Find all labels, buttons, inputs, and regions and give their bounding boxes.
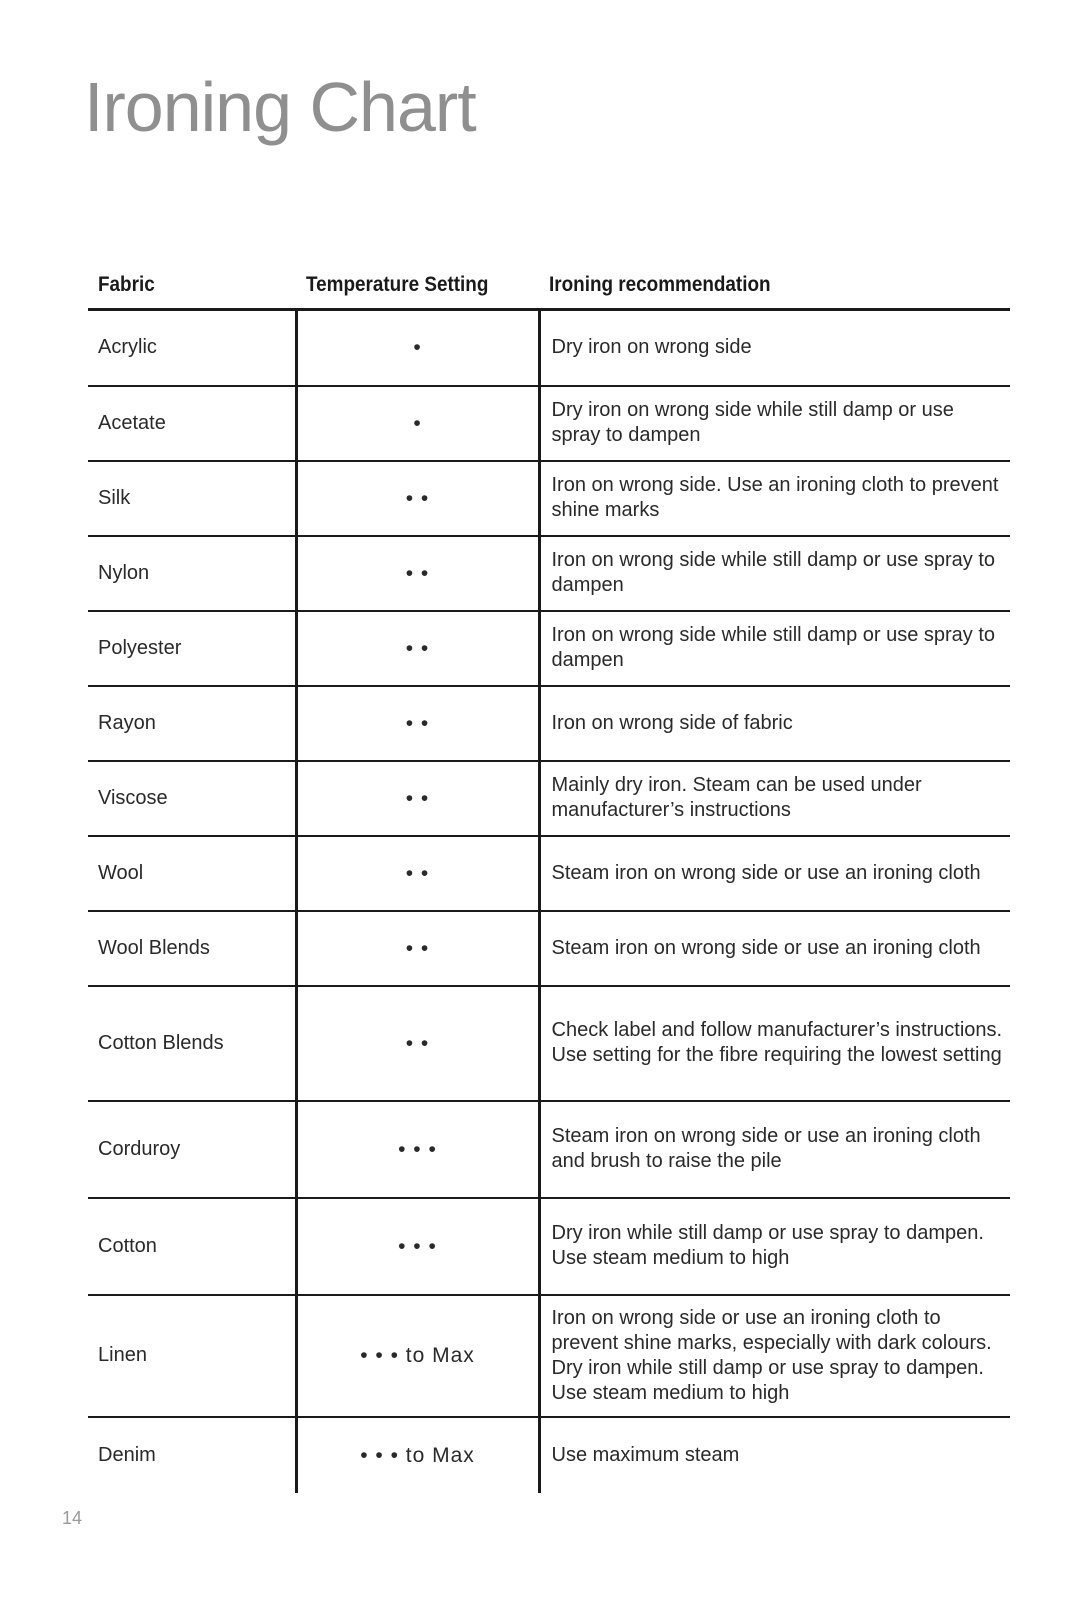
recommendation-cell: Check label and follow manufacturer’s instructions. Use setting for the fibre requiring the lowest setting (539, 986, 1010, 1101)
fabric-cell: Viscose (88, 761, 296, 836)
recommendation-cell: Dry iron while still damp or use spray to dampen. Use steam medium to high (539, 1198, 1010, 1295)
fabric-cell: Corduroy (88, 1101, 296, 1198)
temperature-cell: • (296, 386, 539, 461)
temperature-cell: • • (296, 461, 539, 536)
recommendation-cell: Iron on wrong side while still damp or use spray to dampen (539, 536, 1010, 611)
recommendation-cell: Iron on wrong side while still damp or use spray to dampen (539, 611, 1010, 686)
fabric-cell: Wool Blends (88, 911, 296, 986)
temperature-cell: • • (296, 836, 539, 911)
table-row (88, 1417, 1010, 1493)
fabric-cell: Cotton Blends (88, 986, 296, 1101)
temperature-cell: • • (296, 611, 539, 686)
recommendation-cell: Use maximum steam (551, 1443, 740, 1466)
ironing-table (88, 262, 1010, 1493)
recommendation-cell: Iron on wrong side or use an ironing cloth to prevent shine marks, especially with dark colours. Dry iron while still damp or use spray to dampen. Use steam medium to high (539, 1295, 1010, 1417)
temperature-cell: • • • to Max (296, 1417, 539, 1493)
recommendation-cell: Iron on wrong side of fabric (539, 686, 1010, 761)
fabric-cell: Acetate (88, 386, 296, 461)
recommendation-cell: Steam iron on wrong side or use an ironing cloth and brush to raise the pile (539, 1101, 1010, 1198)
table-row (88, 1198, 1010, 1295)
table-row (88, 386, 1010, 461)
fabric-cell: Acrylic (88, 310, 296, 386)
temperature-cell: • • (296, 686, 539, 761)
page-number: 14 (62, 1508, 83, 1528)
header-ironing-recommendation: Ironing recommendation (539, 262, 1010, 310)
fabric-cell: Denim (98, 1443, 156, 1466)
fabric-cell: Cotton (88, 1198, 296, 1295)
table-header-row (88, 262, 1010, 310)
table-row (88, 461, 1010, 536)
recommendation-cell: Steam iron on wrong side or use an ironing cloth (539, 911, 1010, 986)
fabric-cell: Silk (88, 461, 296, 536)
recommendation-cell: Dry iron on wrong side (539, 310, 1010, 386)
header-fabric: Fabric (88, 262, 296, 310)
table-row (88, 1295, 1010, 1417)
recommendation-cell: Steam iron on wrong side or use an ironing cloth (539, 836, 1010, 911)
temperature-cell: • • (296, 911, 539, 986)
temperature-cell: • • (296, 536, 539, 611)
table-row (88, 911, 1010, 986)
table-row (88, 761, 1010, 836)
table-row (88, 836, 1010, 911)
recommendation-cell: Dry iron on wrong side while still damp or use spray to dampen (539, 386, 1010, 461)
fabric-cell: Polyester (88, 611, 296, 686)
recommendation-cell: Iron on wrong side. Use an ironing cloth to prevent shine marks (539, 461, 1010, 536)
table-row (88, 536, 1010, 611)
header-temperature-setting: Temperature Setting (296, 262, 539, 310)
page-title: Ironing Chart (84, 68, 476, 146)
temperature-cell: • • (296, 986, 539, 1101)
temperature-cell: • • • (296, 1101, 539, 1198)
recommendation-cell: Mainly dry iron. Steam can be used under manufacturer’s instructions (539, 761, 1010, 836)
table-row (88, 686, 1010, 761)
ironing-chart (88, 262, 1010, 1493)
temperature-cell: • • (296, 761, 539, 836)
fabric-cell: Nylon (88, 536, 296, 611)
fabric-cell: Rayon (88, 686, 296, 761)
temperature-cell: • • • (296, 1198, 539, 1295)
table-row (88, 310, 1010, 386)
table-row (88, 611, 1010, 686)
table-row (88, 986, 1010, 1101)
table-row (88, 1101, 1010, 1198)
temperature-cell: • • • to Max (296, 1295, 539, 1417)
table-body (88, 310, 1010, 1493)
fabric-cell: Wool (88, 836, 296, 911)
temperature-cell: • (296, 310, 539, 386)
fabric-cell: Linen (88, 1295, 296, 1417)
